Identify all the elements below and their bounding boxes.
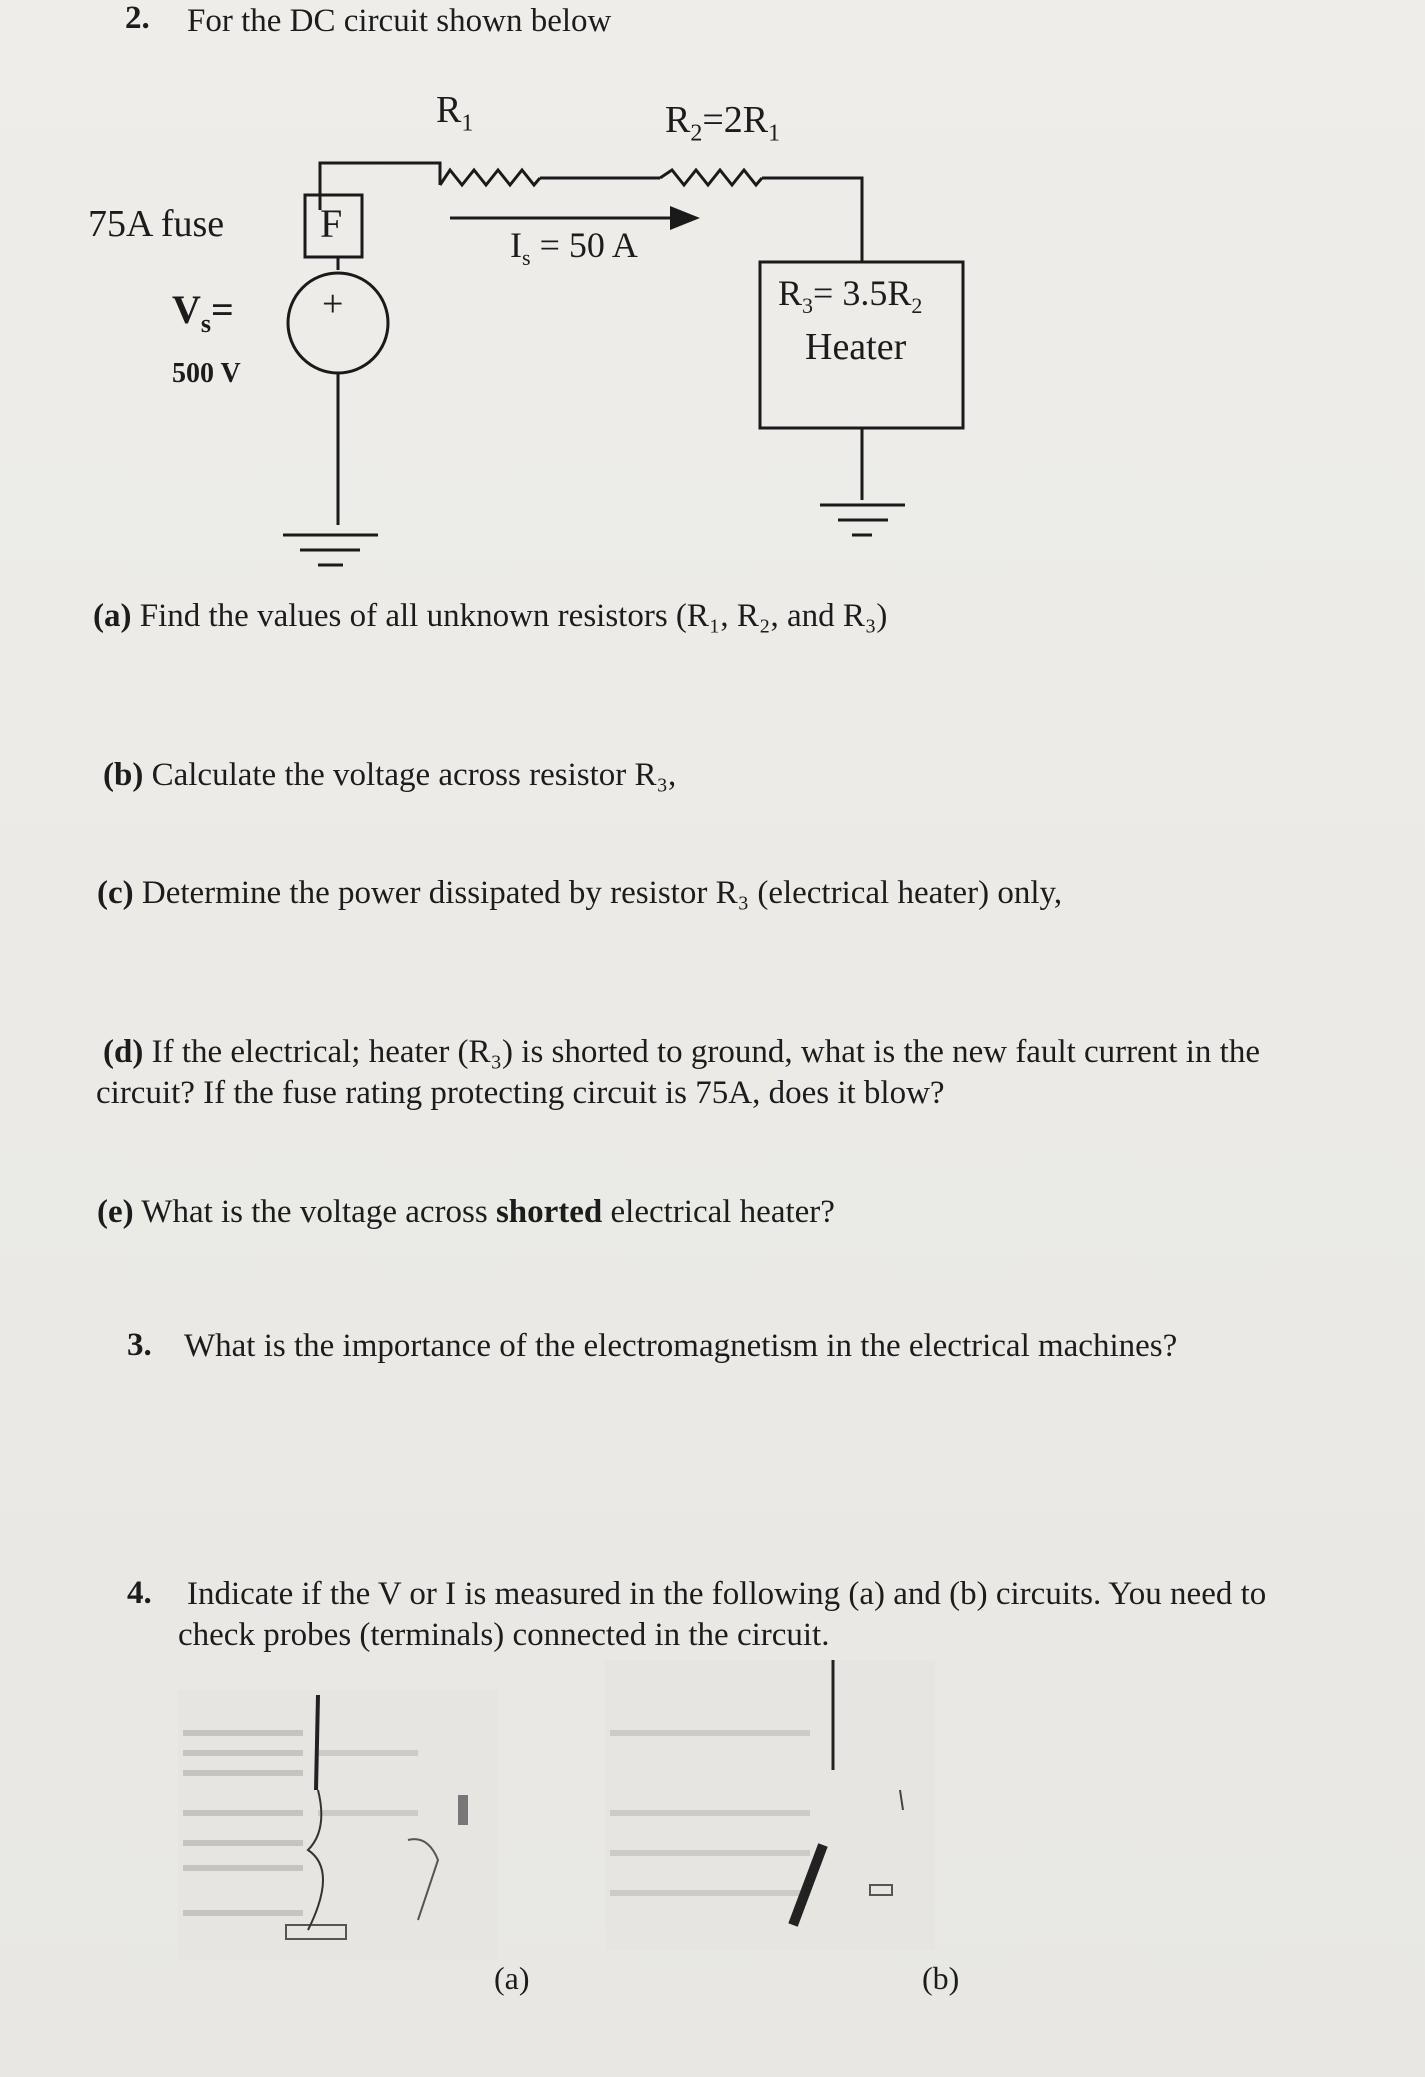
source-current-label: $I_s = 50$ A bbox=[510, 225, 638, 271]
question-3-number: 3. bbox=[127, 1327, 152, 1363]
breadboard-holes-a bbox=[183, 1730, 418, 1916]
r2-label: $R_2=2R_1$ bbox=[665, 99, 781, 147]
breadboard-photo-b bbox=[605, 1660, 935, 1950]
part-c: (c) Determine the power dissipated by resistor R₃ (electrical heater) only, bbox=[97, 875, 1063, 911]
wire-top-right bbox=[762, 178, 862, 262]
resistor-r1 bbox=[440, 170, 540, 185]
part-b: (b) Calculate the voltage across resistor R₃, bbox=[103, 757, 677, 793]
breadboard-holes-b bbox=[610, 1730, 810, 1896]
current-arrow-head bbox=[670, 206, 700, 230]
resistor-r2 bbox=[660, 170, 762, 185]
part-d-line-2: circuit? If the fuse rating protecting circuit is 75A, does it blow? bbox=[96, 1075, 945, 1111]
caption-b: (b) bbox=[922, 1960, 960, 1996]
probe-lead-a bbox=[316, 1695, 318, 1790]
question-2-number: 2. bbox=[125, 0, 150, 36]
question-4-text-line-2: check probes (terminals) connected in the circuit. bbox=[178, 1617, 830, 1653]
vs-value: 500 V bbox=[172, 358, 241, 389]
vs-label: $V_s=$ bbox=[172, 287, 234, 338]
fuse-symbol: F bbox=[320, 201, 343, 246]
r3-label: $R_3= 3.5R_2$ bbox=[778, 273, 923, 319]
question-2-title: For the DC circuit shown below bbox=[187, 3, 612, 39]
probe-tip-b bbox=[793, 1845, 823, 1925]
resistor-a bbox=[286, 1925, 346, 1939]
breadboard-photo-a bbox=[178, 1690, 498, 1960]
question-3-text: What is the importance of the electromagnetism in the electrical machines? bbox=[184, 1328, 1178, 1364]
part-a: (a) Find the values of all unknown resistors (R₁, R₂, and R₃) bbox=[93, 598, 888, 634]
part-e: (e) What is the voltage across shorted electrical heater? bbox=[97, 1194, 835, 1230]
question-4-text-line-1: Indicate if the V or I is measured in the following (a) and (b) circuits. You need to bbox=[187, 1576, 1267, 1612]
fuse-label: 75A fuse bbox=[88, 203, 225, 245]
part-d-line-1: (d) If the electrical; heater (R₃) is shorted to ground, what is the new fault current in the bbox=[103, 1034, 1260, 1070]
vs-plus-sign: + bbox=[322, 283, 344, 325]
caption-a: (a) bbox=[494, 1960, 530, 1996]
heater-label: Heater bbox=[805, 326, 907, 368]
question-4-number: 4. bbox=[127, 1575, 152, 1611]
r1-label: $R_1$ bbox=[436, 89, 474, 137]
